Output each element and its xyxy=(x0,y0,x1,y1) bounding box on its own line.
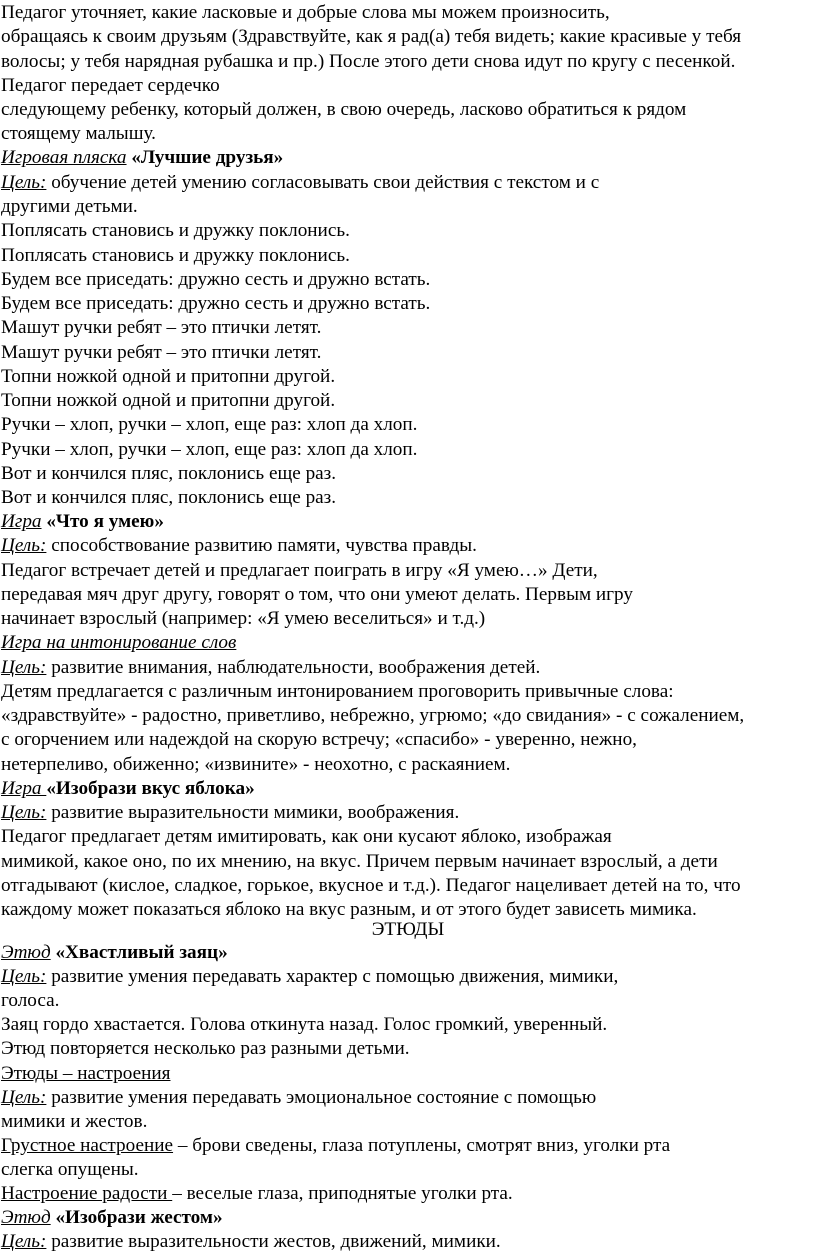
goal-label: Цель: xyxy=(1,535,47,556)
goal-text: развитие внимания, наблюдательности, воображения детей. xyxy=(46,657,541,678)
text-line: стоящему малышу. xyxy=(1,123,156,144)
goal-text: развитие умения передавать эмоциональное состояние с помощью xyxy=(46,1087,597,1108)
goal-text: развитие выразительности мимики, воображения. xyxy=(46,802,460,823)
goal-text: развитие выразительности жестов, движений, мимики. xyxy=(46,1231,501,1252)
goal-text: способствование развитию памяти, чувства правды. xyxy=(46,535,477,556)
text-line: Педагог предлагает детям имитировать, как они кусают яблоко, изображая xyxy=(1,826,612,847)
etude-type: Этюды – настроения xyxy=(1,1063,171,1084)
etude-type: Этюд xyxy=(1,1207,51,1228)
goal-line xyxy=(1,1086,596,1109)
text-line: начинает взрослый (например: «Я умею веселиться» и т.д.) xyxy=(1,608,486,629)
game-title: «Лучшие друзья» xyxy=(131,147,284,168)
goal-line xyxy=(1,801,459,824)
verse-line: Поплясать становись и дружку поклонись. xyxy=(1,245,350,266)
verse-line: Топни ножкой одной и притопни другой. xyxy=(1,390,336,411)
text-line: Педагог передает сердечко xyxy=(1,75,220,96)
etude-heading xyxy=(1,941,228,964)
game-type: Игра на интонирование слов xyxy=(1,632,237,653)
etude-heading xyxy=(1,1062,170,1085)
goal-text: развитие умения передавать характер с помощью движения, мимики, xyxy=(46,966,619,987)
text-line: Этюд повторяется несколько раз разными детьми. xyxy=(1,1038,410,1059)
mood-text: – брови сведены, глаза потуплены, смотрят вниз, уголки рта xyxy=(173,1135,671,1156)
mood-label: Настроение радости xyxy=(1,1183,173,1204)
mood-text: – веселые глаза, приподнятые уголки рта. xyxy=(172,1183,513,1204)
goal-line xyxy=(1,534,477,557)
verse-line: Вот и кончился пляс, поклонись еще раз. xyxy=(1,463,337,484)
game-heading xyxy=(1,510,164,533)
text-line: передавая мяч друг другу, говорят о том, что они умеют делать. Первым игру xyxy=(1,584,633,605)
goal-line xyxy=(1,656,540,679)
game-title: «Изобрази вкус яблока» xyxy=(46,778,255,799)
game-title: «Что я умею» xyxy=(46,511,164,532)
etude-heading xyxy=(1,1206,223,1229)
verse-line: Машут ручки ребят – это птички летят. xyxy=(1,317,322,338)
mood-line xyxy=(1,1182,513,1205)
game-heading xyxy=(1,777,255,800)
game-type: Игровая пляска xyxy=(1,147,127,168)
goal-line xyxy=(1,171,599,194)
goal-label: Цель: xyxy=(1,966,47,987)
verse-line: Будем все приседать: дружно сесть и дружно встать. xyxy=(1,293,431,314)
text-line: каждому может показаться яблоко на вкус разным, и от этого будет зависеть мимика. xyxy=(1,899,697,920)
text-line: мимики и жестов. xyxy=(1,1111,148,1132)
text-line: слегка опущены. xyxy=(1,1159,139,1180)
text-line: волосы; у тебя нарядная рубашка и пр.) После этого дети снова идут по кругу с песенкой. xyxy=(1,51,736,72)
goal-line xyxy=(1,1230,501,1253)
goal-label: Цель: xyxy=(1,657,47,678)
verse-line: Ручки – хлоп, ручки – хлоп, еще раз: хлоп да хлоп. xyxy=(1,414,418,435)
text-line: обращаясь к своим друзьям (Здравствуйте, как я рад(а) тебя видеть; какие красивые у тебя xyxy=(1,26,742,47)
text-line: нетерпеливо, обиженно; «извините» - неохотно, с раскаянием. xyxy=(1,754,511,775)
game-type: Игра xyxy=(1,778,47,799)
text-line: отгадывают (кислое, сладкое, горькое, вкусное и т.д.). Педагог нацеливает детей на то, что xyxy=(1,875,741,896)
text-line: «здравствуйте» - радостно, приветливо, небрежно, угрюмо; «до свидания» - с сожалением, xyxy=(1,705,745,726)
mood-line xyxy=(1,1134,670,1157)
goal-label: Цель: xyxy=(1,1087,47,1108)
text-line: мимикой, какое оно, по их мнению, на вкус. Причем первым начинает взрослый, а дети xyxy=(1,851,718,872)
text-line: голоса. xyxy=(1,990,60,1011)
verse-line: Вот и кончился пляс, поклонись еще раз. xyxy=(1,487,337,508)
goal-text: обучение детей умению согласовывать свои действия с текстом и с xyxy=(46,172,600,193)
verse-line: Топни ножкой одной и притопни другой. xyxy=(1,366,336,387)
text-line: Педагог уточняет, какие ласковые и добрые слова мы можем произносить, xyxy=(1,2,610,23)
text-line: Педагог встречает детей и предлагает поиграть в игру «Я умею…» Дети, xyxy=(1,560,598,581)
verse-line: Ручки – хлоп, ручки – хлоп, еще раз: хлоп да хлоп. xyxy=(1,439,418,460)
game-heading xyxy=(1,631,236,654)
etude-title: «Изобрази жестом» xyxy=(55,1207,223,1228)
verse-line: Поплясать становись и дружку поклонись. xyxy=(1,220,350,241)
goal-line xyxy=(1,965,618,988)
mood-label: Грустное настроение xyxy=(1,1135,174,1156)
game-heading xyxy=(1,146,283,169)
text-line: Детям предлагается с различным интонированием проговорить привычные слова: xyxy=(1,681,674,702)
verse-line: Будем все приседать: дружно сесть и дружно встать. xyxy=(1,269,431,290)
text-line: следующему ребенку, который должен, в свою очередь, ласково обратиться к рядом xyxy=(1,99,687,120)
goal-label: Цель: xyxy=(1,1231,47,1252)
goal-label: Цель: xyxy=(1,172,47,193)
section-heading: ЭТЮДЫ xyxy=(371,919,445,940)
goal-label: Цель: xyxy=(1,802,47,823)
text-line: Заяц гордо хвастается. Голова откинута назад. Голос громкий, уверенный. xyxy=(1,1014,608,1035)
game-type: Игра xyxy=(1,511,42,532)
etude-type: Этюд xyxy=(1,942,51,963)
verse-line: Машут ручки ребят – это птички летят. xyxy=(1,342,322,363)
text-line: другими детьми. xyxy=(1,196,138,217)
text-line: с огорчением или надеждой на скорую встречу; «спасибо» - уверенно, нежно, xyxy=(1,729,637,750)
etude-title: «Хвастливый заяц» xyxy=(55,942,228,963)
